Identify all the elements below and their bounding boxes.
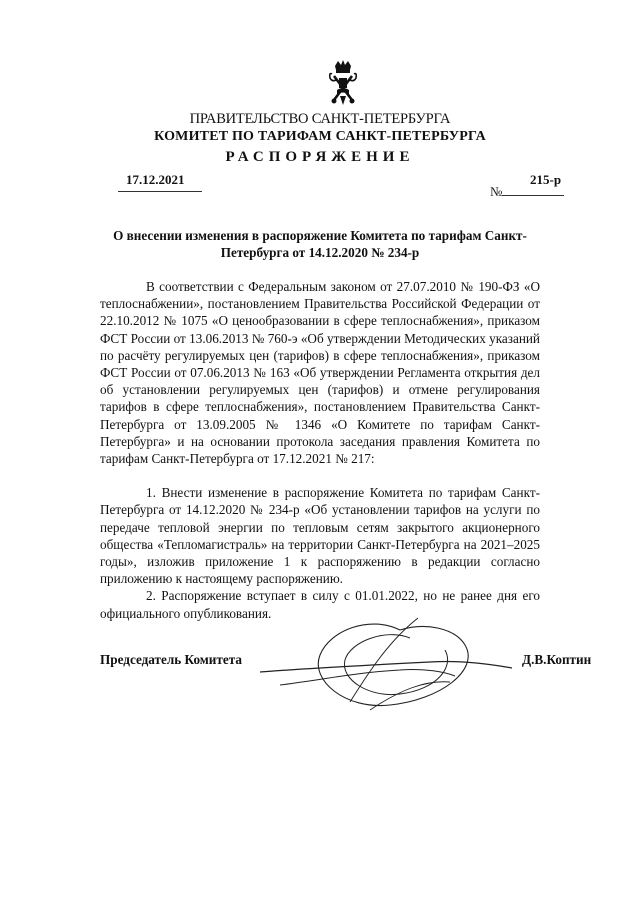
- number-underline: [502, 195, 564, 196]
- document-body: [100, 278, 540, 622]
- document-number: 215-р: [530, 172, 562, 187]
- document-date: 17.12.2021: [126, 172, 185, 187]
- document-title: О внесении изменения в распоряжение Комитета по тарифам Санкт-Петербурга от 14.12.2020 № 234-р: [113, 228, 527, 260]
- signatory-position: Председатель Комитета: [100, 652, 242, 667]
- clause-1: 1. Внести изменение в распоряжение Комитета по тарифам Санкт-Петербурга от 14.12.2020 № 234-р «Об установлении тарифов на услуги по передаче тепловой энергии по тепловым сетям закрытого акционерного общества «Тепломагистраль» на территории Санкт-Петербурга на 2021–2025 годы», изложив приложение 1 к распоряжению в редакции согласно приложению к настоящему распоряжению.: [100, 485, 540, 587]
- coat-of-arms-icon: [326, 60, 360, 106]
- clause-2: 2. Распоряжение вступает в силу с 01.01.2022, но не ранее дня его официального опубликования.: [100, 588, 540, 621]
- handwritten-signature: [250, 610, 520, 730]
- preamble-paragraph: В соответствии с Федеральным законом от 27.07.2010 № 190-ФЗ «О теплоснабжении», постановлением Правительства Российской Федерации от 22.10.2012 № 1075 «О ценообразовании в сфере теплоснабжения», приказом ФСТ России от 13.06.2013 № 760-э «Об утверждении Методических указаний по расчёту регулируемых цен (тарифов) в сфере теплоснабжения», приказом ФСТ России от 07.06.2013 № 163 «Об утверждении Регламента открытия дел об установлении регулируемых цен (тарифов) и отмене регулирования тарифов в сфере теплоснабжения», постановлением Правительства Санкт-Петербурга от 13.09.2005 № 1346 «О Комитете по тарифам Санкт-Петербурга» и на основании протокола заседания правления Комитета по тарифам Санкт-Петербурга от 17.12.2021 № 217:: [100, 279, 540, 467]
- date-underline: [118, 191, 202, 192]
- number-sign: №: [490, 184, 503, 199]
- signatory-name: Д.В.Коптин: [522, 652, 592, 667]
- government-name: ПРАВИТЕЛЬСТВО САНКТ-ПЕТЕРБУРГА: [189, 111, 451, 127]
- committee-name: КОМИТЕТ ПО ТАРИФАМ САНКТ-ПЕТЕРБУРГА: [154, 129, 486, 144]
- document-type: РАСПОРЯЖЕНИЕ: [225, 149, 415, 165]
